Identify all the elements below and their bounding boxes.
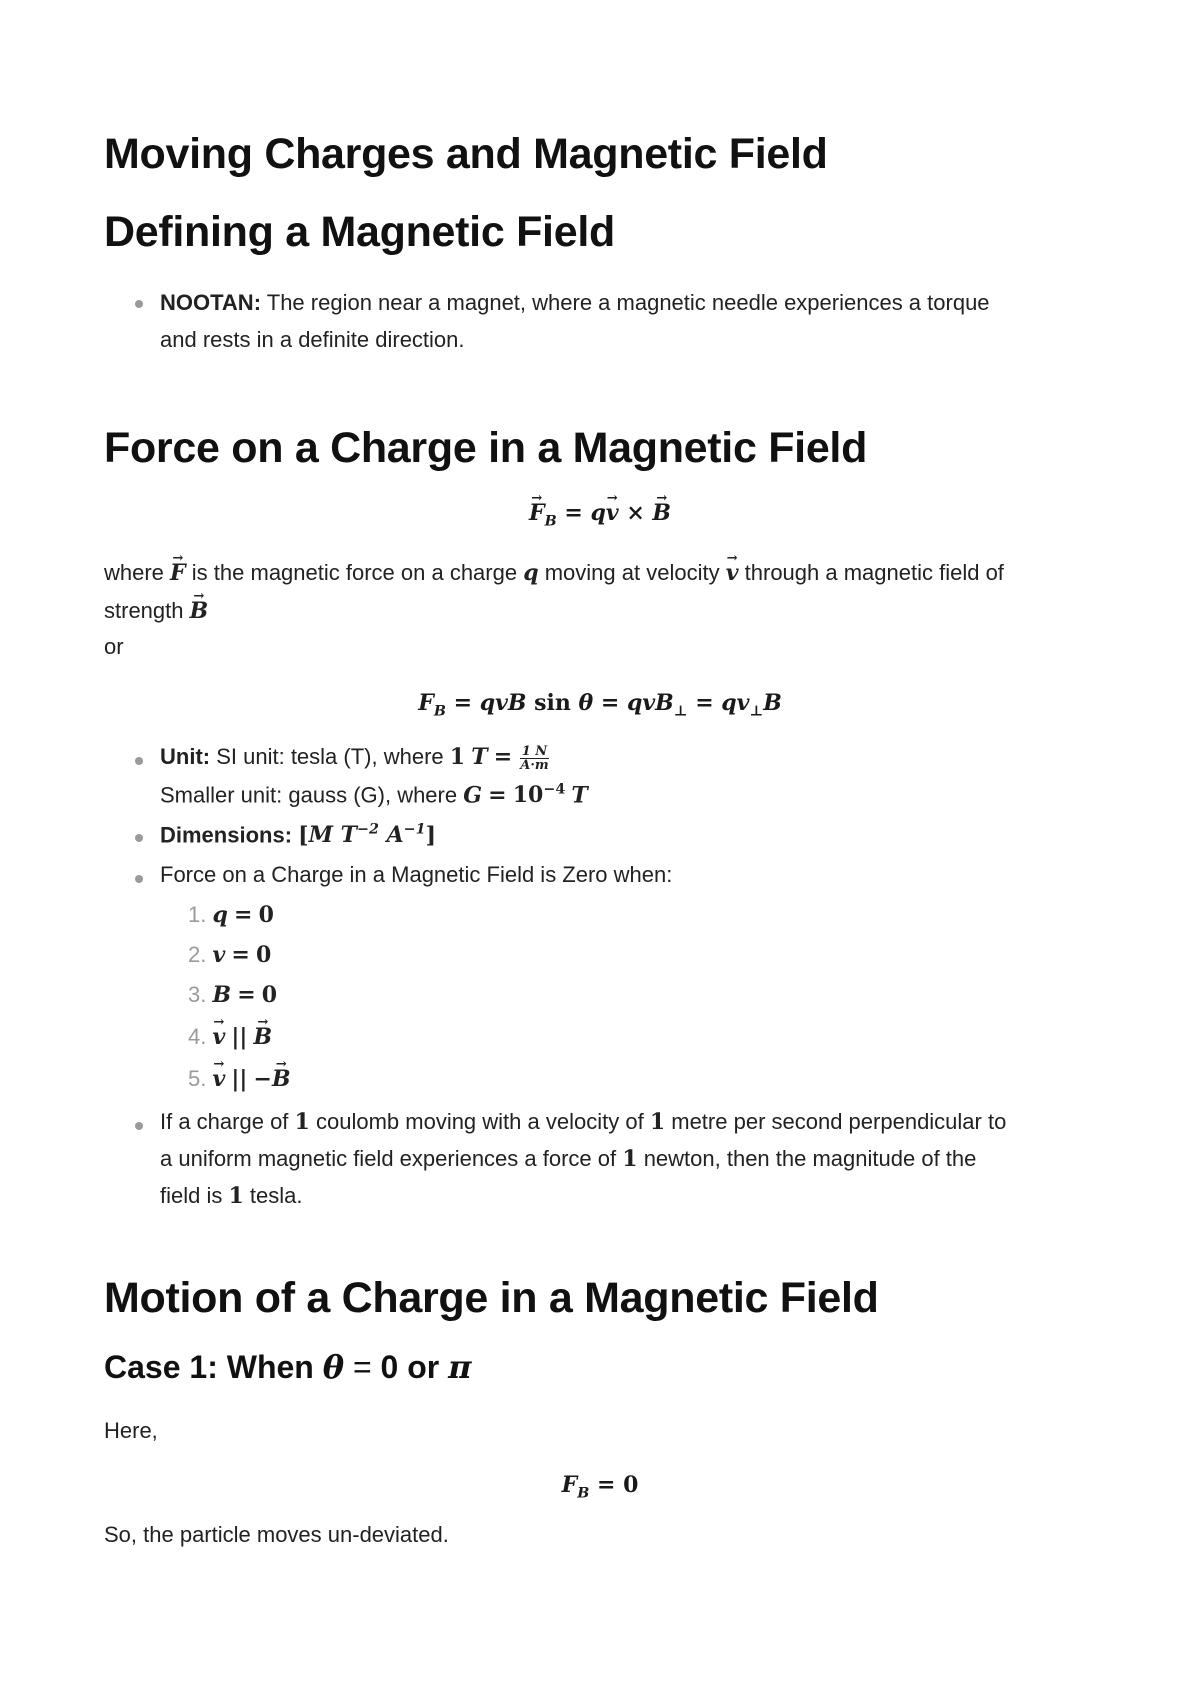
- bullet-dot: [135, 1122, 143, 1130]
- nootan-text-1: The region near a magnet, where a magnetic needle experiences a torque: [266, 290, 990, 315]
- equation-lorentz-force: → $F_B = q\to v$ × → B: [0, 500, 1200, 529]
- section-heading-force: Force on a Charge in a Magnetic Field: [104, 424, 868, 472]
- conclusion-text: So, the particle moves un-deviated.: [104, 1522, 449, 1547]
- nootan-text-2: and rests in a definite direction.: [160, 327, 465, 352]
- case1-heading: Case 1: When θ = 0 or π: [104, 1348, 472, 1386]
- page-title: Moving Charges and Magnetic Field: [104, 130, 828, 178]
- or-text: or: [104, 634, 124, 659]
- section-heading-motion: Motion of a Charge in a Magnetic Field: [104, 1274, 879, 1322]
- tesla-definition-line3: field is 1 tesla.: [160, 1183, 303, 1209]
- zero-condition-3: 3. B = 0: [188, 982, 278, 1008]
- bullet-dot: [135, 757, 143, 765]
- bullet-dot: [135, 875, 143, 883]
- list-item-unit-smaller: Smaller unit: gauss (G), where $G = 10^{-4}$ T: [160, 782, 588, 809]
- zero-condition-5: 5. → v || −→ B: [188, 1066, 291, 1092]
- bullet-dot: [135, 834, 143, 842]
- bullet-dot: [135, 300, 143, 308]
- nootan-label: NOOTAN:: [160, 290, 262, 315]
- zero-condition-4: 4. → v || → B: [188, 1024, 272, 1050]
- equation-force-magnitude: $F_B$ = qvB $\sin \theta = qvB_\perp = qv_\perp B$: [418, 690, 782, 720]
- equation-zero-force: $F_B = 0$: [561, 1472, 639, 1502]
- paragraph-where-line1: where → F is the magnetic force on a charge q moving at velocity → v through a magnetic field of: [104, 560, 1004, 586]
- paragraph-where-line2: strength → B: [104, 598, 208, 624]
- list-item-zero-intro: Force on a Charge in a Magnetic Field is Zero when:: [160, 862, 673, 887]
- zero-condition-2: 2. v = 0: [188, 942, 272, 968]
- section-heading-defining: Defining a Magnetic Field: [104, 208, 615, 256]
- zero-condition-1: 1. q = 0: [188, 902, 274, 928]
- tesla-definition-line1: If a charge of 1 coulomb moving with a velocity of 1 metre per second perpendicular to: [160, 1109, 1007, 1135]
- list-item-unit: Unit: SI unit: tesla (T), where 1 T = $\frac{1 N}{A\cdot m}$: [160, 743, 549, 773]
- here-text: Here,: [104, 1418, 158, 1443]
- tesla-definition-line2: a uniform magnetic field experiences a force of 1 newton, then the magnitude of the: [160, 1146, 977, 1172]
- list-item-nootan: [160, 290, 990, 316]
- list-item-dimensions: Dimensions: [M $T^{-2}$ $A^{-1}$]: [160, 822, 436, 849]
